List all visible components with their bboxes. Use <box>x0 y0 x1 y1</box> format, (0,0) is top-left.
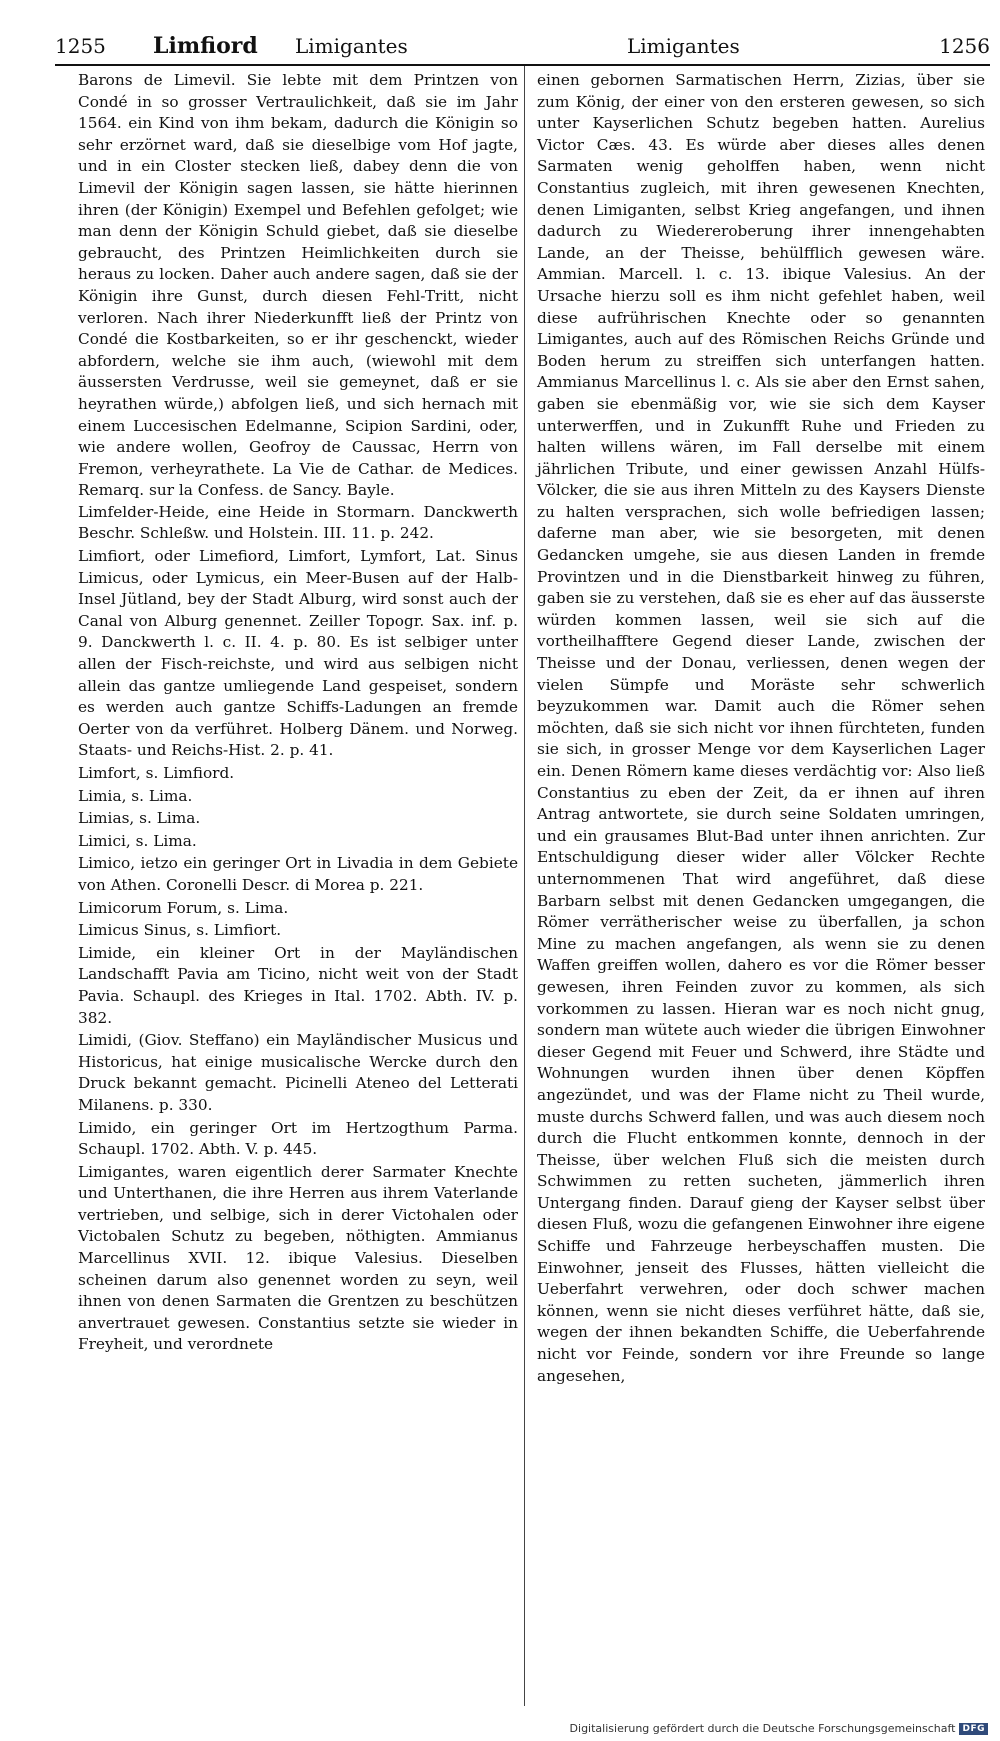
entry-limevil-continued: Barons de Limevil. Sie lebte mit dem Printzen von Condé in so grosser Vertraulichkeit, daß sie im Jahr 1564. ein Kind von ihm bekam, dadurch die Königin so sehr erzörnet ward, daß sie dieselbige vom Hof jagte, und in ein Closter stecken ließ, dabey denn die von Limevil der Königin sagen lassen, sie hätte hierinnen ihren (der Königin) Exempel und Befehlen gefolget; wie man denn der Königin Schuld giebet, daß sie dieselbe gebraucht, des Printzen Heimlichkeiten durch sie heraus zu locken. Daher auch andere sagen, daß sie der Königin ihre Gunst, durch diesen Fehl-Tritt, nicht verloren. Nach ihrer Niederkunfft ließ der Printz von Condé die Kostbarkeiten, so er ihr geschenckt, wieder abfordern, welche sie ihm auch, (wiewohl mit dem äussersten Verdrusse, weil sie gemeynet, daß er sie heyrathen würde,) abfolgen ließ, und sich hernach mit einem Luccesischen Edelmanne, Scipion Sardini, oder, wie andere wollen, Geofroy de Caussac, Herrn von Fremon, verheyrathete. La Vie de Cathar. de Medices. Remarq. sur la Confess. de Sancy. Bayle. <box>78 71 518 500</box>
header-keyword-center: Limigantes <box>295 34 408 58</box>
digitization-footer <box>570 1722 988 1735</box>
entry-limicus-sinus: Limicus Sinus, s. Limfiort. <box>78 921 282 940</box>
entry-limfort: Limfort, s. Limfiord. <box>78 764 235 782</box>
entry-limidi: Limidi, (Giov. Steffano) ein Mayländischer Musicus und Historicus, hat einige musicalische Wercke durch den Druck bekannt gemacht. Picinelli Ateneo del Letterati Milanens. p. 330. <box>78 1031 518 1114</box>
entry-limicorum-forum: Limicorum Forum, s. Lima. <box>78 898 289 917</box>
column-divider <box>524 66 525 1706</box>
page-header <box>55 30 990 66</box>
entry-limfiort: Limfiort, oder Limefiord, Limfort, Lymfort, Lat. Sinus Limicus, oder Lymicus, ein Meer-Busen auf der Halb-Insel Jütland, bey der Stadt Alburg, wird sonst auch der Canal von Alburg genennet. Zeiller Topogr. Sax. inf. p. 9. Danckwerth l. c. II. 4. p. 80. Es ist selbiger unter allen der Fisch-reichste, und wird aus selbigen nicht allein das gantze umliegende Land gespeiset, sondern es werden auch gantze Schiffs-Ladungen an fremde Oerter von da verführet. Holberg Dänem. und Norweg. Staats- und Reichs-Hist. 2. p. 41. <box>78 547 518 760</box>
header-keyword-right: Limigantes <box>627 34 740 58</box>
footer-credit: Digitalisierung gefördert durch die Deutsche Forschungsgemeinschaft <box>569 1722 956 1735</box>
entry-limici: Limici, s. Lima. <box>78 831 197 850</box>
left-column <box>78 70 518 1357</box>
entry-limia: Limia, s. Lima. <box>78 786 193 805</box>
entry-limigantes: Limigantes, waren eigentlich derer Sarmater Knechte und Unterthanen, die ihre Herren aus ihrem Vaterlande vertrieben, und selbige, sich in derer Victohalen oder Victobalen Schutz zu begeben, nöthigten. Ammianus Marcellinus XVII. 12. ibique Valesius. Dieselben scheinen darum also genennet worden zu seyn, weil ihnen von denen Sarmaten die Grentzen zu beschützen anvertrauet gewesen. Constantius setzte sie wieder in Freyheit, und verordnete <box>78 1162 518 1354</box>
right-column <box>537 70 985 1387</box>
entry-limido: Limido, ein geringer Ort im Hertzogthum Parma. Schaupl. 1702. Abth. V. p. 445. <box>78 1118 518 1159</box>
header-keyword-left: Limfiord <box>153 33 258 59</box>
entry-limigantes-continued: einen gebornen Sarmatischen Herrn, Zizias, über sie zum König, der einer von den ersteren gewesen, so sich unter Kayserlichen Schutz begeben hatten. Aurelius Victor Cæs. 43. Es würde aber dieses alles denen Sarmaten wenig geholffen haben, wenn nicht Constantius zugleich, mit ihren gewesenen Knechten, denen Limiganten, selbst Krieg angefangen, und ihnen dadurch zu Wiedereroberung ihrer innengehabten Lande, an der Theisse, behülfflich gewesen wäre. Ammian. Marcell. l. c. 13. ibique Valesius. An der Ursache hierzu soll es ihm nicht gefehlet haben, weil diese aufrührischen Knechte oder so genannten Limigantes, auch auf des Römischen Reichs Gründe und Boden herum zu streiffen sich unterfangen hatten. Ammianus Marcellinus l. c. Als sie aber den Ernst sahen, gaben sie ebenmäßig vor, wie sie sich dem Kayser unterwerffen, und in Zukunfft Ruhe und Frieden zu halten willens wären, im Fall derselbe mit einem jährlichen Tribute, und einer gewissen Anzahl Hülfs-Völcker, die sie aus ihren Mitteln zu des Kaysers Dienste zu halten versprachen, sich wolle befriedigen lassen; daferne man aber, wie sie besorgeten, mit denen Gedancken umgehe, sie aus diesen Landen in fremde Provintzen und in die Dienstbarkeit hinweg zu führen, gaben sie zu verstehen, daß sie es eher auf das äusserste würden kommen lassen, weil sie sich auf die vortheilhafftere Gegend dieser Lande, zwischen der Theisse und der Donau, verliessen, denen wegen der vielen Sümpfe und Moräste sehr schwerlich beyzukommen war. Damit auch die Römer sehen möchten, daß sie sich nicht vor ihnen fürchteten, funden sie sich, in grosser Menge vor dem Kayserlichen Lager ein. Denen Römern kame dieses verdächtig vor: Also ließ Constantius zu eben der Zeit, da er ihnen auf ihren Antrag antwortete, sie durch seine Soldaten umringen, und ein grausames Blut-Bad unter ihnen anrichten. Zur Entschuldigung dieser wider aller Völcker Rechte unternommenen That wird angeführet, daß diese Barbarn selbst mit denen Gedancken umgegangen, die Römer verrätherischer weise zu überfallen, ja schon Mine zu machen angefangen, als wenn sie zu denen Waffen greiffen wollen, dahero es vor die Römer besser gewesen, ihren Feinden zuvor zu kommen, als sich vorkommen zu lassen. Hieran war es noch nicht gnug, sondern man wütete auch wieder die übrigen Einwohner dieser Gegend mit Feuer und Schwerd, ihre Städte und Wohnungen wurden ihnen über denen Köpffen angezündet, und was der Flame nicht zu Theil wurde, muste durchs Schwerd fallen, und was auch diesem noch durch die Flucht entkommen konnte, dennoch in der Theisse, über welchen Fluß sich die meisten durch Schwimmen zu retten sucheten, jämmerlich ihren Untergang finden. Darauf gieng der Kayser selbst über diesen Fluß, wozu die gefangenen Einwohner ihre eigene Schiffe und Fahrzeuge herbeyschaffen musten. Die Einwohner, jenseit des Flusses, hätten vielleicht die Ueberfahrt verwehren, oder doch schwer machen können, wenn sie nicht dieses verführet hätte, daß sie, wegen der ihnen bekandten Schiffe, die Ueberfahrende nicht vor Feinde, sondern vor ihre Freunde so lange angesehen, <box>537 71 985 1385</box>
entry-limias: Limias, s. Lima. <box>78 809 201 828</box>
entry-limide: Limide, ein kleiner Ort in der Mayländischen Landschafft Pavia am Ticino, nicht weit von der Stadt Pavia. Schaupl. des Krieges in Ital. 1702. Abth. IV. p. 382. <box>78 943 518 1027</box>
dfg-logo: DFG <box>959 1723 988 1735</box>
page-number-right: 1256 <box>939 34 990 58</box>
entry-limico: Limico, ietzo ein geringer Ort in Livadia in dem Gebiete von Athen. Coronelli Descr. di Morea p. 221. <box>78 854 518 894</box>
page-number-left: 1255 <box>55 34 106 58</box>
entry-limfelder-heide: Limfelder-Heide, eine Heide in Stormarn. Danckwerth Beschr. Schleßw. und Holstein. III. 11. p. 242. <box>78 502 518 543</box>
